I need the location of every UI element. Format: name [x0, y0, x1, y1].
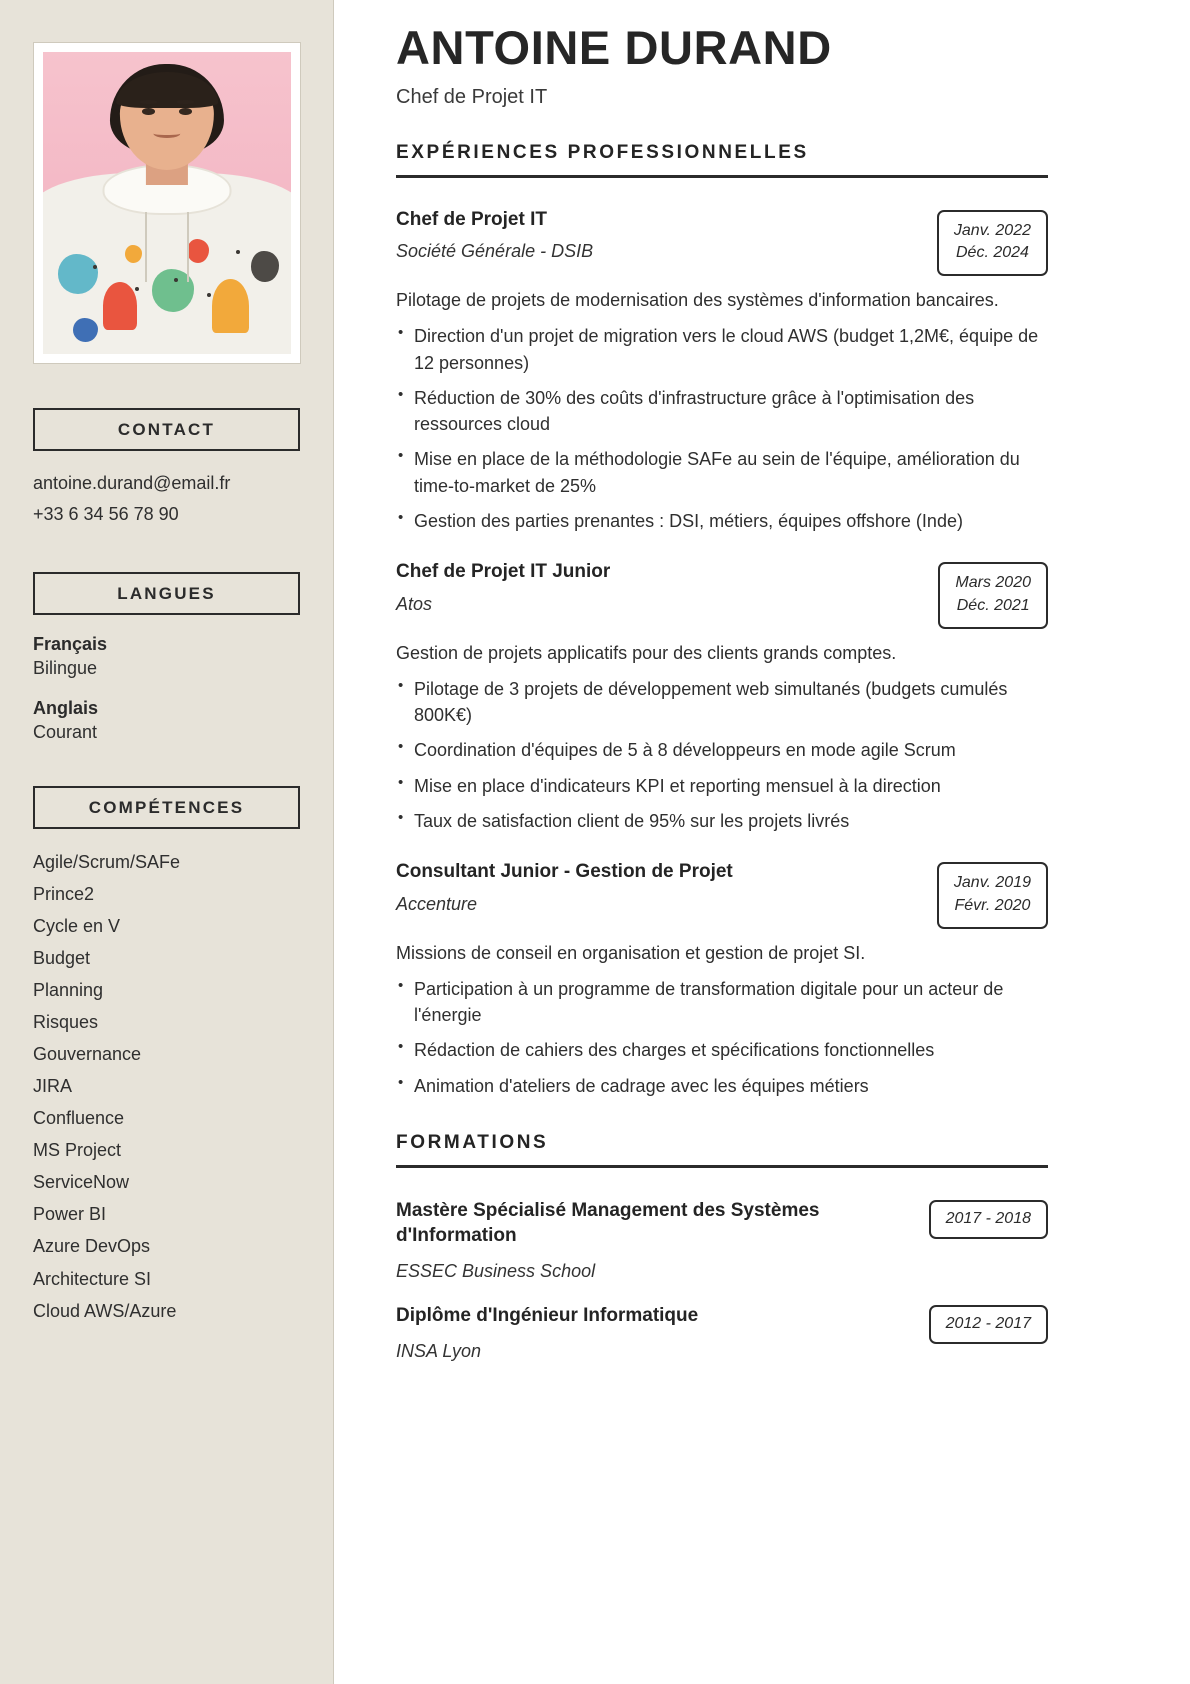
bullet-item: • Gestion des parties prenantes : DSI, métiers, équipes offshore (Inde) — [396, 508, 1048, 534]
contact-email[interactable]: antoine.durand@email.fr — [33, 473, 231, 493]
experience-description: Pilotage de projets de modernisation des systèmes d'information bancaires. — [396, 290, 999, 311]
language-name: Français — [33, 633, 108, 654]
language-item — [33, 696, 300, 745]
language-name: Anglais — [33, 697, 99, 718]
experience-entry — [396, 208, 1048, 535]
skill-item: Cycle en V — [33, 916, 121, 937]
profile-photo-frame — [33, 42, 301, 364]
langues-heading: LANGUES — [33, 572, 300, 615]
experience-title: Chef de Projet IT — [396, 208, 547, 230]
skill-item: MS Project — [33, 1140, 122, 1161]
skill-item: Azure DevOps — [33, 1236, 151, 1257]
skill-item: Prince2 — [33, 884, 95, 905]
competences-block — [33, 786, 300, 1326]
date-end: Févr. 2020 — [954, 896, 1031, 914]
formation-organisation: ESSEC Business School — [396, 1261, 596, 1282]
skill-item: Gouvernance — [33, 1044, 142, 1065]
experience-bullet-list — [396, 676, 1048, 834]
bullet-item: • Rédaction de cahiers des charges et spécifications fonctionnelles — [396, 1037, 1048, 1063]
experience-entry — [396, 560, 1048, 834]
bullet-item: • Pilotage de 3 projets de développement web simultanés (budgets cumulés 800K€) — [396, 676, 1048, 729]
date-start: Janv. 2019 — [953, 874, 1031, 892]
formation-title: Mastère Spécialisé Management des Systèmes d'Information — [396, 1199, 820, 1247]
competences-heading: COMPÉTENCES — [33, 786, 300, 829]
main-content — [334, 0, 1190, 1684]
language-item — [33, 632, 300, 681]
sidebar — [0, 0, 334, 1684]
section-heading-formations: FORMATIONS — [396, 1132, 1048, 1168]
skill-item: JIRA — [33, 1076, 73, 1097]
bullet-item: • Direction d'un projet de migration vers le cloud AWS (budget 1,2M€, équipe de 12 personnes) — [396, 323, 1048, 376]
experience-organisation: Accenture — [396, 893, 478, 914]
bullet-item: • Coordination d'équipes de 5 à 8 développeurs en mode agile Scrum — [396, 737, 1048, 763]
experience-bullet-list — [396, 976, 1048, 1099]
experience-title: Chef de Projet IT Junior — [396, 561, 611, 583]
experience-title: Consultant Junior - Gestion de Projet — [396, 861, 733, 883]
contact-phone[interactable]: +33 6 34 56 78 90 — [33, 503, 179, 524]
skill-item: Confluence — [33, 1108, 125, 1129]
bullet-item: • Mise en place d'indicateurs KPI et reporting mensuel à la direction — [396, 773, 1048, 799]
bullet-item: • Participation à un programme de transformation digitale pour un acteur de l'énergie — [396, 976, 1048, 1029]
bullet-item: • Réduction de 30% des coûts d'infrastructure grâce à l'optimisation des ressources cloud — [396, 385, 1048, 438]
experience-date-badge — [937, 210, 1048, 276]
skill-item: ServiceNow — [33, 1172, 130, 1193]
profile-photo — [43, 52, 291, 354]
date-start: Mars 2020 — [955, 574, 1031, 592]
experience-description: Gestion de projets applicatifs pour des clients grands comptes. — [396, 642, 897, 663]
date-end: Déc. 2021 — [956, 596, 1030, 614]
date-start: Janv. 2022 — [953, 221, 1031, 239]
experience-organisation: Société Générale - DSIB — [396, 241, 594, 262]
experience-bullet-list — [396, 323, 1048, 534]
contact-heading: CONTACT — [33, 408, 300, 451]
skill-item: Agile/Scrum/SAFe — [33, 852, 181, 873]
formation-entry — [396, 1198, 1048, 1282]
bullet-item: • Taux de satisfaction client de 95% sur les projets livrés — [396, 808, 1048, 834]
formation-title: Diplôme d'Ingénieur Informatique — [396, 1305, 699, 1327]
skill-item: Risques — [33, 1012, 99, 1033]
page-title: ANTOINE DURAND — [396, 21, 832, 74]
job-title-subtitle: Chef de Projet IT — [396, 85, 548, 108]
experience-entry — [396, 860, 1048, 1099]
experience-date-badge — [938, 562, 1048, 628]
language-level: Courant — [33, 721, 98, 742]
contact-block — [33, 408, 300, 530]
skill-item: Cloud AWS/Azure — [33, 1300, 177, 1321]
skill-item: Planning — [33, 980, 104, 1001]
formation-entry — [396, 1303, 1048, 1362]
bullet-item: • Animation d'ateliers de cadrage avec les équipes métiers — [396, 1073, 1048, 1099]
bullet-item: • Mise en place de la méthodologie SAFe au sein de l'équipe, amélioration du time-to-market de 25% — [396, 446, 1048, 499]
formation-date-badge: 2012 - 2017 — [929, 1305, 1048, 1344]
section-heading-experience: EXPÉRIENCES PROFESSIONNELLES — [396, 142, 1048, 178]
formation-date-badge: 2017 - 2018 — [929, 1200, 1048, 1239]
skill-item: Budget — [33, 948, 91, 969]
experience-date-badge — [937, 862, 1048, 928]
langues-block — [33, 572, 300, 744]
experience-description: Missions de conseil en organisation et gestion de projet SI. — [396, 942, 866, 963]
experience-organisation: Atos — [396, 593, 433, 614]
formation-organisation: INSA Lyon — [396, 1341, 482, 1362]
skill-item: Power BI — [33, 1204, 107, 1225]
skill-item: Architecture SI — [33, 1268, 152, 1289]
date-end: Déc. 2024 — [955, 244, 1029, 262]
language-level: Bilingue — [33, 658, 98, 679]
